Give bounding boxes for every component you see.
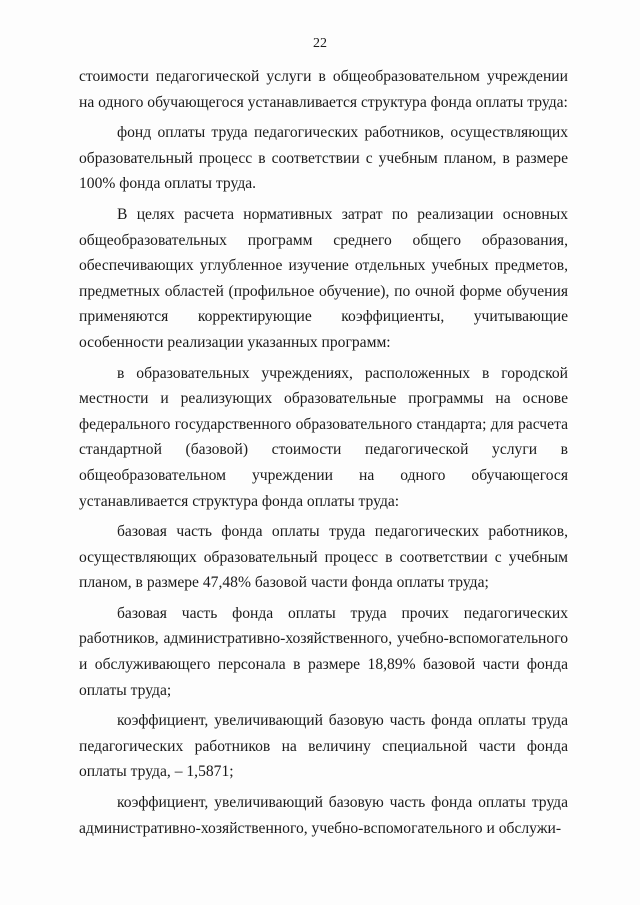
document-body [79,64,568,841]
paragraph: коэффициент, увеличивающий базовую часть фонда оплаты труда административно-хозяйственного, учебно-вспомогательного и обслужи- [79,794,568,837]
paragraph: коэффициент, увеличивающий базовую часть фонда оплаты труда педагогических работников на величину специальной части фонда оплаты труда, – 1,5871; [79,712,568,781]
paragraph: базовая часть фонда оплаты труда прочих педагогических работников, административно-хозяйственного, учебно-вспомогательного и обслуживающего персонала в размере 18,89% базовой части фонда оплаты труда; [79,604,568,699]
paragraph: В целях расчета нормативных затрат по реализации основных общеобразовательных программ среднего общего образования, обеспечивающих углубленное изучение отдельных учебных предметов, предметных областей (профильное обучение), по очной форме обучения применяются корректирующие коэффициенты, учитывающие особенности реализации указанных программ: [79,205,568,351]
page-number: 22 [313,36,327,51]
paragraph: в образовательных учреждениях, расположенных в городской местности и реализующих образовательные программы на основе федерального государственного образовательного стандарта; для расчета стандартной (базовой) стоимости педагогической услуги в общеобразовательном учреждении на одного обучающегося устанавливается структура фонда оплаты труда: [79,364,568,510]
paragraph: базовая часть фонда оплаты труда педагогических работников, осуществляющих образовательный процесс в соответствии с учебным планом, в размере 47,48% базовой части фонда оплаты труда; [79,523,568,592]
paragraph: фонд оплаты труда педагогических работников, осуществляющих образовательный процесс в соответствии с учебным планом, в размере 100% фонда оплаты труда. [79,124,568,193]
paragraph-continuation: стоимости педагогической услуги в общеобразовательном учреждении на одного обучающегося устанавливается структура фонда оплаты труда: [79,68,568,111]
